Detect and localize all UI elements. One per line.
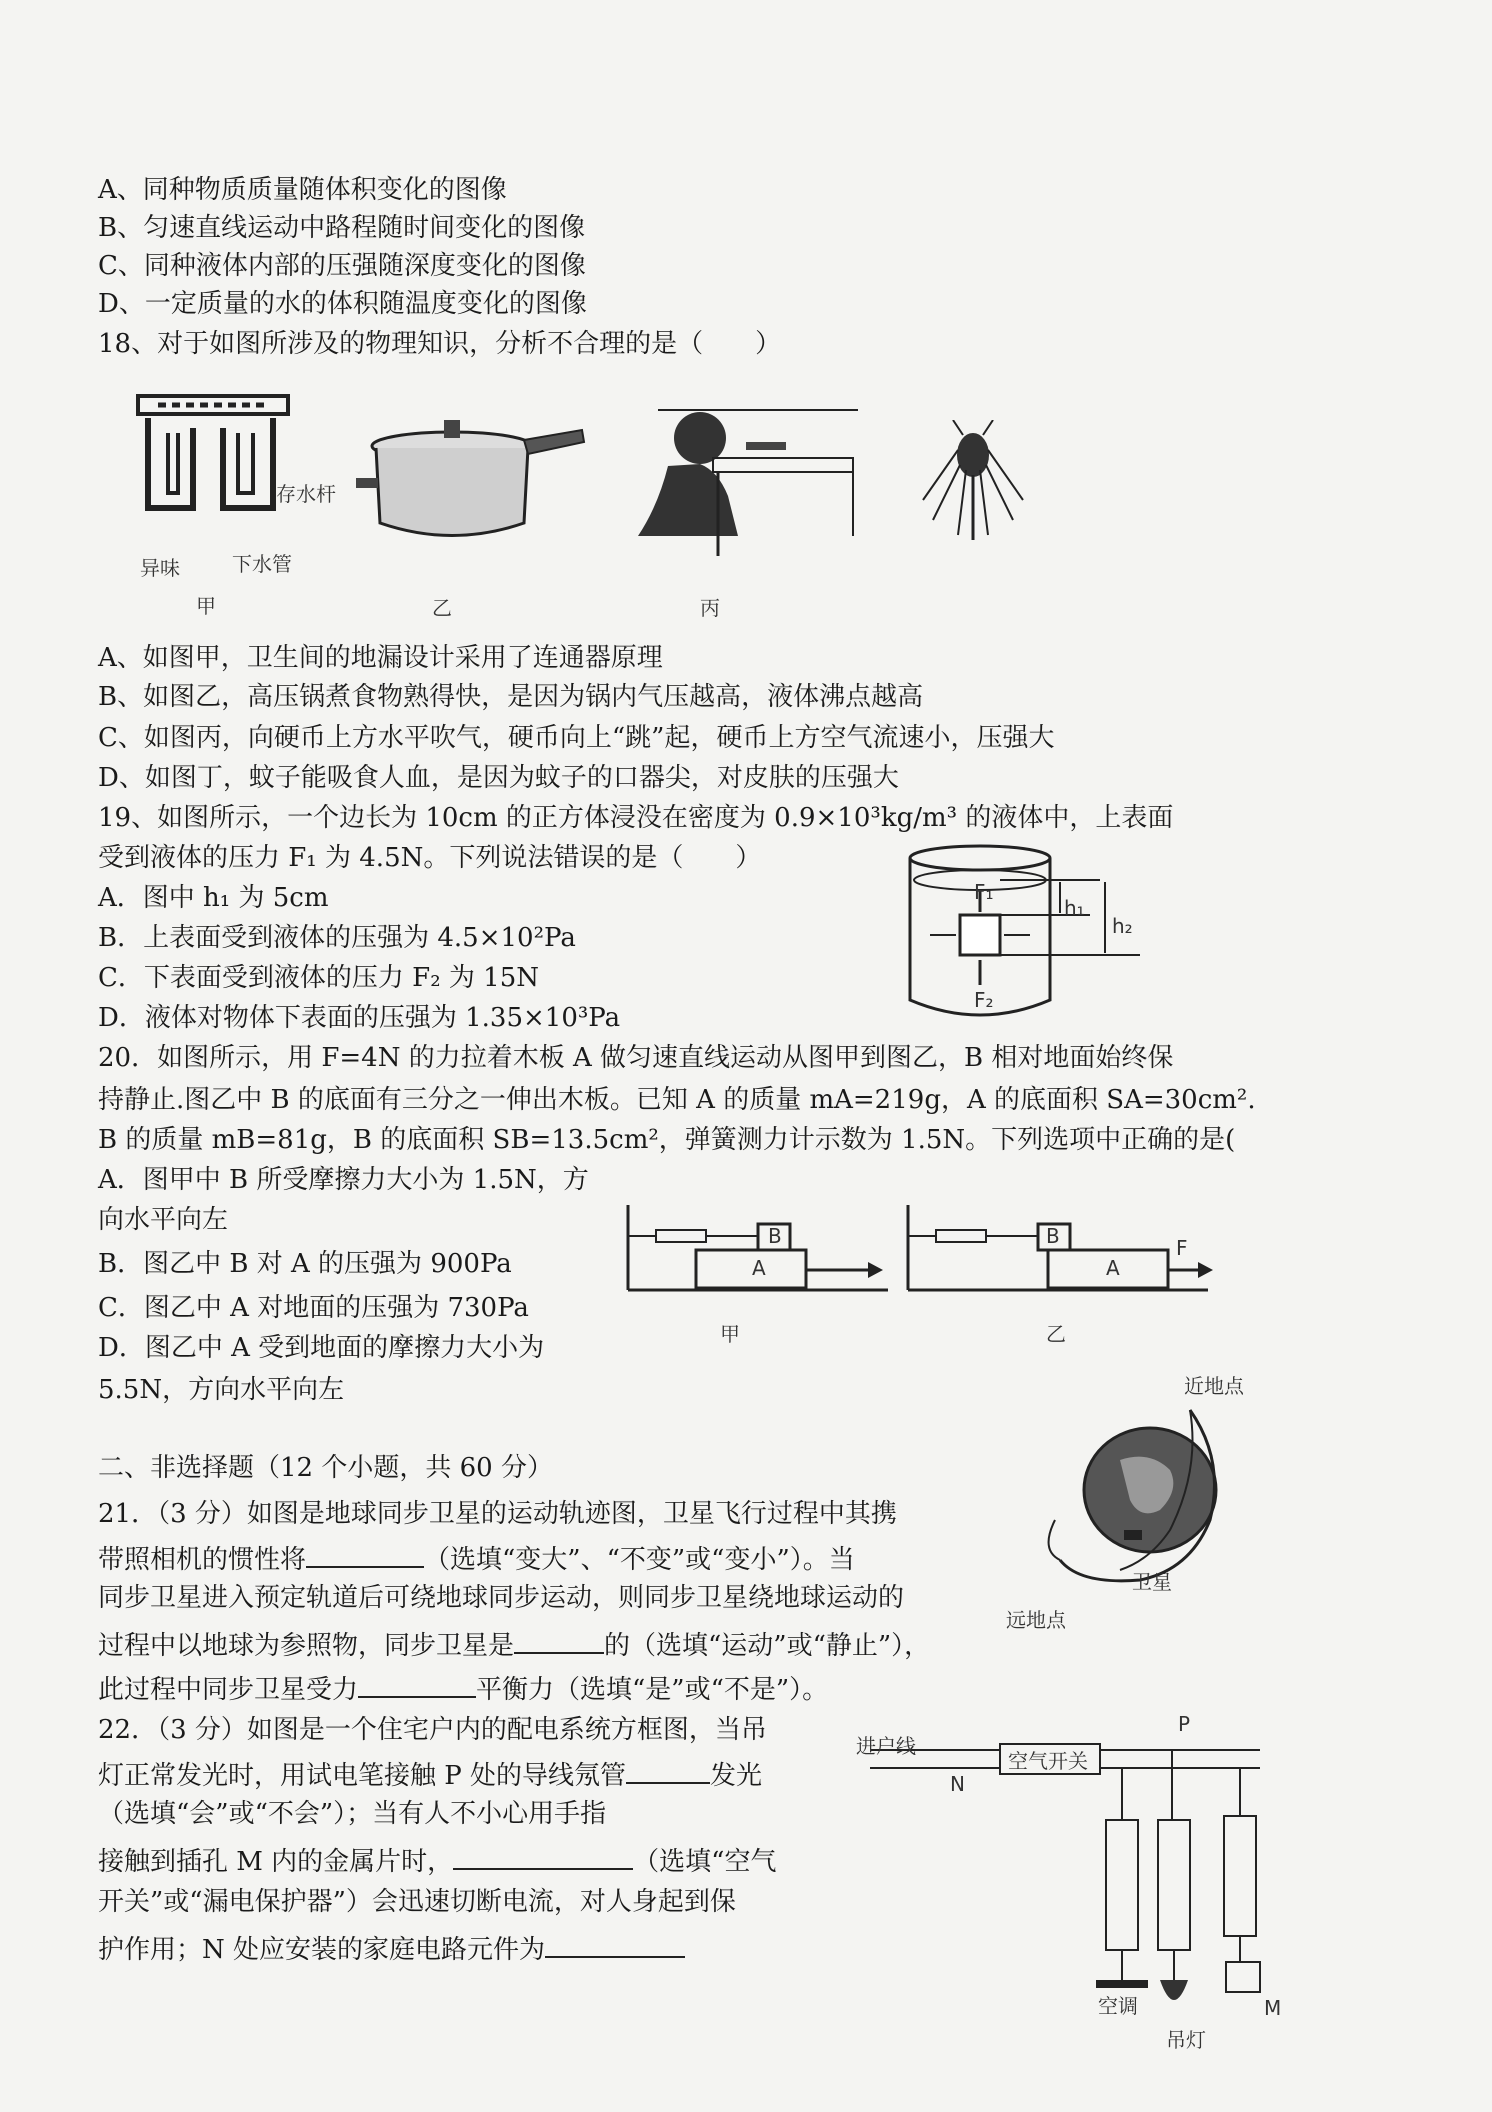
p-label: P [1178,1712,1191,1736]
coin-blowing-figure [618,396,858,561]
q18-option-b: B、如图乙，高压锅煮食物熟得快，是因为锅内气压越高，液体沸点越高 [98,682,924,712]
q17-option-d: D、一定质量的水的体积随温度变化的图像 [98,289,587,319]
q22-line4 [98,1840,776,1880]
q22-line5: 开关”或“漏电保护器”）会迅速切断电流，对人身起到保 [98,1887,736,1917]
q19-option-d: D．液体对物体下表面的压强为 1.35×10³Pa [98,1003,621,1033]
fig-bing-label: 丙 [700,596,720,620]
q17-option-c: C、同种液体内部的压强随深度变化的图像 [98,251,586,281]
block-b-label-jia: B [768,1224,782,1248]
q19-option-b: B．上表面受到液体的压强为 4.5×10²Pa [98,923,576,953]
floor-drain-figure [118,388,328,538]
q19-stem-line2: 受到液体的压力 F₁ 为 4.5N。下列说法错误的是（ ） [98,843,762,873]
q22-blank-1[interactable] [626,1754,710,1784]
q22-line4-text-b: （选填“空气 [633,1847,777,1877]
perigee-label: 近地点 [1184,1374,1244,1398]
q21-line1: 21．（3 分）如图是地球同步卫星的运动轨迹图，卫星飞行过程中其携 [98,1499,897,1529]
h1-label: h₁ [1064,896,1085,920]
q22-line2-text-b: 发光 [710,1761,763,1791]
q18-stem: 18、对于如图所涉及的物理知识，分析不合理的是（ ） [98,329,782,359]
q20-option-c: C．图乙中 A 对地面的压强为 730Pa [98,1293,529,1323]
fig-yi-label: 乙 [432,596,452,620]
n-label: N [950,1772,965,1796]
q21-line4-text-a: 过程中以地球为参照物，同步卫星是 [98,1631,515,1661]
q21-line5-text-b: 平衡力（选填“是”或“不是”）。 [476,1675,829,1705]
force-f-label: F [1176,1236,1188,1260]
drain-pipe-label: 下水管 [232,552,292,576]
air-switch-label: 空气开关 [1008,1749,1088,1773]
lamp-label: 吊灯 [1166,2028,1206,2052]
q21-line3: 同步卫星进入预定轨道后可绕地球同步运动，则同步卫星绕地球运动的 [98,1583,905,1613]
q22-line1: 22．（3 分）如图是一个住宅户内的配电系统方框图，当吊 [98,1715,767,1745]
block-b-label-yi: B [1046,1224,1060,1248]
q20-stem-line2: 持静止.图乙中 B 的底面有三分之一伸出木板。已知 A 的质量 mA=219g，A 的底面积 SA=30cm². [98,1085,1256,1115]
q22-blank-2[interactable] [453,1840,633,1870]
q17-option-b: B、匀速直线运动中路程随时间变化的图像 [98,213,586,243]
q22-line2 [98,1754,762,1794]
q19-stem-line1: 19、如图所示，一个边长为 10cm 的正方体浸没在密度为 0.9×10³kg/m³ 的液体中，上表面 [98,803,1174,833]
section-2-title: 二、非选择题（12 个小题，共 60 分） [98,1453,553,1483]
entry-line-label: 进户线 [856,1734,916,1758]
pressure-cooker-figure [352,408,592,548]
f1-label: F₁ [974,880,994,904]
q21-blank-3[interactable] [358,1668,476,1698]
q21-line5-text-a: 此过程中同步卫星受力 [98,1675,359,1705]
odor-label: 异味 [140,556,180,580]
fig-jia-label: 甲 [196,594,216,618]
q21-line2-text-a: 带照相机的惯性将 [98,1545,307,1575]
q21-line2 [98,1538,855,1578]
q20-option-d-line1: D．图乙中 A 受到地面的摩擦力大小为 [98,1333,545,1363]
q20-stem-line3: B 的质量 mB=81g，B 的底面积 SB=13.5cm²，弹簧测力计示数为 1.5N。下列选项中正确的是( [98,1125,1236,1155]
board-a-label-yi: A [1106,1256,1120,1280]
spring-board-figure-jia [618,1200,888,1310]
q22-blank-3[interactable] [545,1928,685,1958]
q21-blank-2[interactable] [514,1624,604,1654]
fig-yi-caption: 乙 [1046,1322,1066,1346]
q20-option-a-line1: A．图甲中 B 所受摩擦力大小为 1.5N，方 [98,1165,589,1195]
q20-stem-line1: 20．如图所示，用 F=4N 的力拉着木板 A 做匀速直线运动从图甲到图乙，B 相对地面始终保 [98,1043,1174,1073]
q17-option-a: A、同种物质质量随体积变化的图像 [98,175,507,205]
q21-line4-text-b: 的（选填“运动”或“静止”）， [604,1631,931,1661]
air-conditioner-label: 空调 [1098,1994,1138,2018]
q21-line5 [98,1668,828,1708]
q21-blank-1[interactable] [306,1538,424,1568]
q22-line6 [98,1928,685,1968]
mosquito-figure [918,420,1028,550]
socket-m-label: M [1264,1996,1282,2020]
q22-line3: （选填“会”或“不会”）；当有人不小心用手指 [98,1799,607,1829]
q18-option-c: C、如图丙，向硬币上方水平吹气，硬币向上“跳”起，硬币上方空气流速小，压强大 [98,723,1055,753]
satellite-label: 卫星 [1132,1570,1172,1594]
q20-option-b: B．图乙中 B 对 A 的压强为 900Pa [98,1249,512,1279]
q21-line4 [98,1624,930,1664]
q18-option-a: A、如图甲，卫生间的地漏设计采用了连通器原理 [98,643,663,673]
q18-option-d: D、如图丁，蚊子能吸食人血，是因为蚊子的口器尖，对皮肤的压强大 [98,763,899,793]
q21-line2-text-b: （选填“变大”、“不变”或“变小”）。当 [424,1545,855,1575]
q20-option-d-line2: 5.5N，方向水平向左 [98,1375,345,1405]
h2-label: h₂ [1112,914,1133,938]
q22-line2-text-a: 灯正常发光时，用试电笔接触 P 处的导线氖管 [98,1761,627,1791]
q19-option-a: A．图中 h₁ 为 5cm [98,883,329,913]
fig-jia-caption: 甲 [720,1322,740,1346]
f2-label: F₂ [974,988,994,1012]
q22-line4-text-a: 接触到插孔 M 内的金属片时， [98,1847,454,1877]
spring-board-figure-yi [898,1200,1218,1310]
apogee-label: 远地点 [1006,1608,1066,1632]
q20-option-a-line2: 向水平向左 [98,1205,229,1235]
q19-option-c: C．下表面受到液体的压力 F₂ 为 15N [98,963,539,993]
water-trap-label: 存水杆 [276,482,336,506]
q22-line6-text-a: 护作用；N 处应安装的家庭电路元件为 [98,1935,546,1965]
board-a-label-jia: A [752,1256,766,1280]
